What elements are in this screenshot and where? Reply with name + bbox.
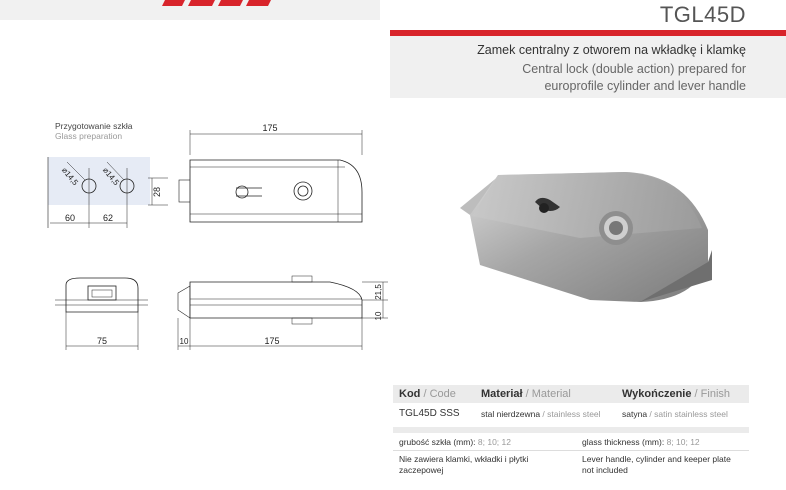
row-finish-pl: satyna xyxy=(622,409,648,419)
header-finish xyxy=(622,388,730,400)
row-finish-en: satin stainless steel xyxy=(654,409,728,419)
dim-bottom-offset: 10 xyxy=(179,337,189,346)
description-en-line1: Central lock (double action) prepared for xyxy=(522,62,746,76)
row-material-en: stainless steel xyxy=(547,409,601,419)
header-finish-pl: Wykończenie xyxy=(622,388,692,400)
product-code-title: TGL45D xyxy=(659,2,746,27)
glass-prep-label-en: Glass preparation xyxy=(55,131,123,141)
header-separator-1: / xyxy=(420,388,430,400)
note-pl-line2: zaczepowej xyxy=(399,465,444,475)
header-code xyxy=(399,388,456,400)
header-material-pl: Materiał xyxy=(481,388,523,400)
row-material-pl: stal nierdzewna xyxy=(481,409,541,419)
header-separator-2: / xyxy=(522,388,532,400)
table-divider xyxy=(393,450,749,451)
row-code: TGL45D SSS xyxy=(399,408,460,419)
row-separator-1: / xyxy=(540,409,548,419)
dim-hole-spacing-2: 62 xyxy=(102,213,114,223)
note-en-line2: not included xyxy=(582,465,628,475)
dim-side-height-2: 10 xyxy=(374,311,383,321)
product-photo xyxy=(440,150,740,330)
row-finish xyxy=(622,409,728,419)
header-separator-3: / xyxy=(691,388,701,400)
glass-prep-label-pl: Przygotowanie szkła xyxy=(55,121,133,131)
dim-hole-diameter-1: ⌀14,5 xyxy=(59,165,80,188)
glass-thickness-en-label: glass thickness (mm): xyxy=(582,437,665,447)
dim-overall-length-bottom: 175 xyxy=(264,336,280,346)
header-code-pl: Kod xyxy=(399,388,421,400)
dim-side-width: 75 xyxy=(96,336,108,346)
glass-thickness-pl-value: 8; 10; 12 xyxy=(477,437,511,447)
note-pl-line1: Nie zawiera klamki, wkładki i płytki xyxy=(399,454,529,464)
glass-panel xyxy=(48,157,150,205)
dim-hole-spacing-1: 60 xyxy=(64,213,76,223)
dim-height: 28 xyxy=(152,186,162,198)
dim-overall-length-top: 175 xyxy=(262,123,278,133)
dim-side-height-1: 21,5 xyxy=(374,284,383,300)
row-material xyxy=(481,409,601,419)
row-separator-2: / xyxy=(647,409,655,419)
table-band xyxy=(393,427,749,433)
description-pl: Zamek centralny z otworem na wkładkę i klamkę xyxy=(477,43,746,57)
glass-thickness-pl-label: grubość szkła (mm): xyxy=(399,437,476,447)
header-finish-en: Finish xyxy=(700,388,731,400)
note-en-line1: Lever handle, cylinder and keeper plate xyxy=(582,454,731,464)
description-en-line2: europrofile cylinder and lever handle xyxy=(544,79,746,93)
glass-thickness-pl xyxy=(399,437,511,447)
glass-thickness-en xyxy=(582,437,700,447)
header-code-en: Code xyxy=(429,388,456,400)
glass-thickness-en-value: 8; 10; 12 xyxy=(666,437,700,447)
header-material-en: Material xyxy=(531,388,571,400)
dim-hole-diameter-2: ⌀14,5 xyxy=(100,165,121,188)
header-material xyxy=(481,388,571,400)
